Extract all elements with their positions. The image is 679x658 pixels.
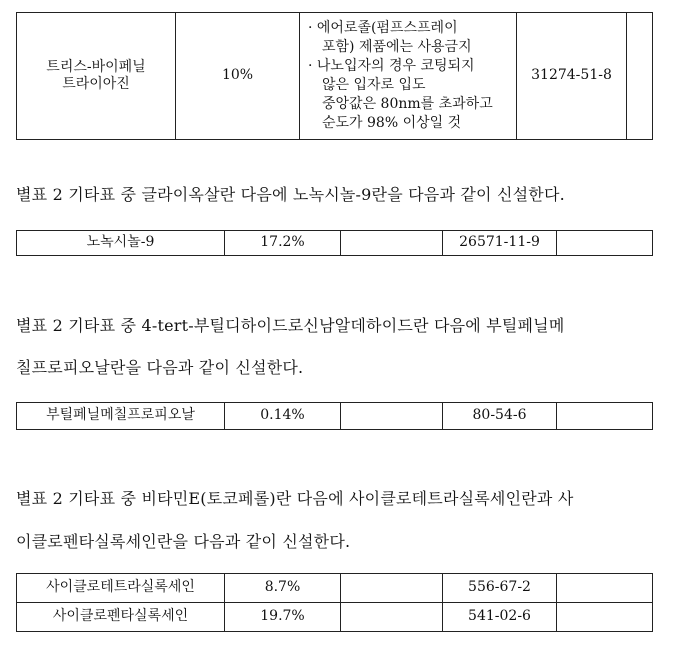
cas-number-cell: 541-02-6	[443, 603, 557, 632]
table-row	[17, 574, 653, 603]
notes-cell	[341, 231, 443, 256]
note-line: · 나노입자의 경우 코팅되지	[308, 58, 475, 74]
note-line: 순도가 98% 이상일 것	[322, 115, 462, 131]
empty-cell	[557, 574, 653, 603]
table-row	[17, 603, 653, 632]
note-line: 않은 입자로 입도	[322, 77, 426, 93]
empty-cell	[557, 403, 653, 430]
empty-cell	[557, 603, 653, 632]
table-nonoxynol-9	[16, 230, 653, 256]
limit-cell: 10%	[176, 13, 300, 140]
limit-cell: 17.2%	[225, 231, 341, 256]
cas-number-cell: 80-54-6	[443, 403, 557, 430]
cas-number-cell: 26571-11-9	[443, 231, 557, 256]
notes-cell	[341, 574, 443, 603]
note-line: · 에어로졸(펌프스프레이	[308, 20, 458, 36]
ingredient-name-cell: 부틸페닐메칠프로피오날	[17, 403, 225, 430]
amendment-paragraph-1: 별표 2 기타표 중 글라이옥살란 다음에 노녹시놀-9란을 다음과 같이 신설한다.	[16, 185, 565, 204]
amendment-paragraph-2-line-2: 칠프로피오날란을 다음과 같이 신설한다.	[16, 358, 304, 377]
limit-cell: 0.14%	[225, 403, 341, 430]
limit-cell: 19.7%	[225, 603, 341, 632]
table-row	[17, 13, 653, 140]
ingredient-name-cell: 사이클로펜타실록세인	[17, 603, 225, 632]
note-line: 중앙값은 80nm를 초과하고	[322, 96, 493, 112]
ingredient-name-cell	[17, 13, 176, 140]
cas-number-cell: 556-67-2	[443, 574, 557, 603]
notes-cell	[341, 603, 443, 632]
table-row	[17, 231, 653, 256]
empty-cell	[627, 13, 653, 140]
table-siloxanes	[16, 573, 653, 632]
empty-cell	[557, 231, 653, 256]
table-tris-biphenyl-triazine	[16, 12, 653, 140]
ingredient-name-line2: 트라이아진	[62, 76, 130, 92]
amendment-paragraph-2-line-1: 별표 2 기타표 중 4-tert-부틸디하이드로신남알데하이드란 다음에 부틸페닐메	[16, 316, 565, 335]
amendment-paragraph-3-line-2: 이클로펜타실록세인란을 다음과 같이 신설한다.	[16, 532, 351, 551]
table-row	[17, 403, 653, 430]
amendment-paragraph-3-line-1: 별표 2 기타표 중 비타민E(토코페롤)란 다음에 사이클로테트라실록세인란과 사	[16, 489, 574, 508]
ingredient-name-cell: 노녹시놀-9	[17, 231, 225, 256]
notes-cell	[341, 403, 443, 430]
ingredient-name-cell: 사이클로테트라실록세인	[17, 574, 225, 603]
notes-cell	[300, 13, 517, 140]
limit-cell: 8.7%	[225, 574, 341, 603]
cas-number-cell: 31274-51-8	[517, 13, 627, 140]
note-line: 포함) 제품에는 사용금지	[322, 39, 472, 55]
ingredient-name-line1: 트리스-바이페닐	[46, 58, 146, 75]
table-butylphenyl-methylpropional	[16, 402, 653, 430]
